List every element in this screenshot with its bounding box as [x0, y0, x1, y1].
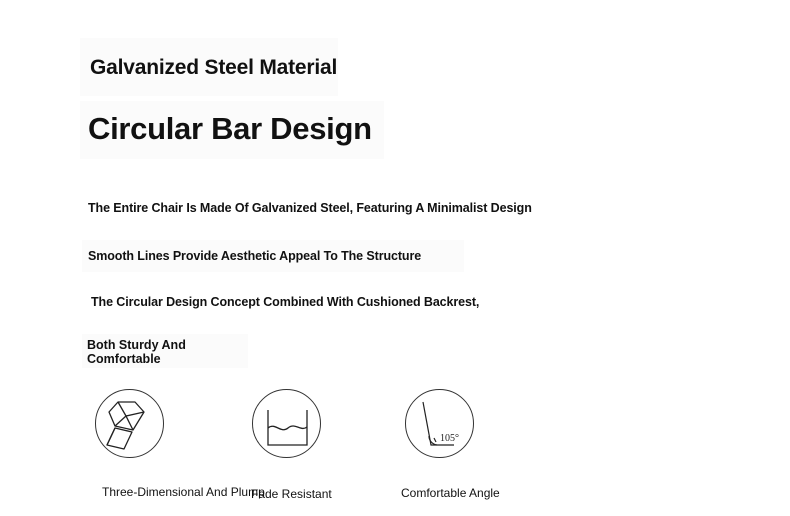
description-line-3: The Circular Design Concept Combined With Cushioned Backrest,: [91, 295, 480, 309]
subtitle-block: [80, 38, 338, 96]
feature-label-three-dimensional: Three-Dimensional And Plump: [102, 485, 265, 499]
title-block: [80, 101, 384, 159]
description-line-2: Smooth Lines Provide Aesthetic Appeal To The Structure: [88, 249, 422, 263]
page-title: Circular Bar Design: [88, 111, 372, 146]
description-line-4: Both Sturdy And Comfortable: [87, 338, 186, 366]
description-line-1: The Entire Chair Is Made Of Galvanized Steel, Featuring A Minimalist Design: [88, 201, 532, 215]
feature-label-fade-resistant: Fade Resistant: [251, 487, 332, 501]
feature-three-dimensional: [95, 389, 164, 458]
cup-icon: [253, 390, 322, 459]
angle-icon: [406, 390, 475, 459]
subtitle: Galvanized Steel Material: [90, 56, 338, 79]
cube-icon: [96, 390, 165, 459]
feature-label-comfortable-angle: Comfortable Angle: [401, 486, 500, 500]
feature-fade-resistant: [252, 389, 321, 458]
feature-comfortable-angle: [405, 389, 474, 458]
angle-value: 105°: [440, 433, 459, 444]
